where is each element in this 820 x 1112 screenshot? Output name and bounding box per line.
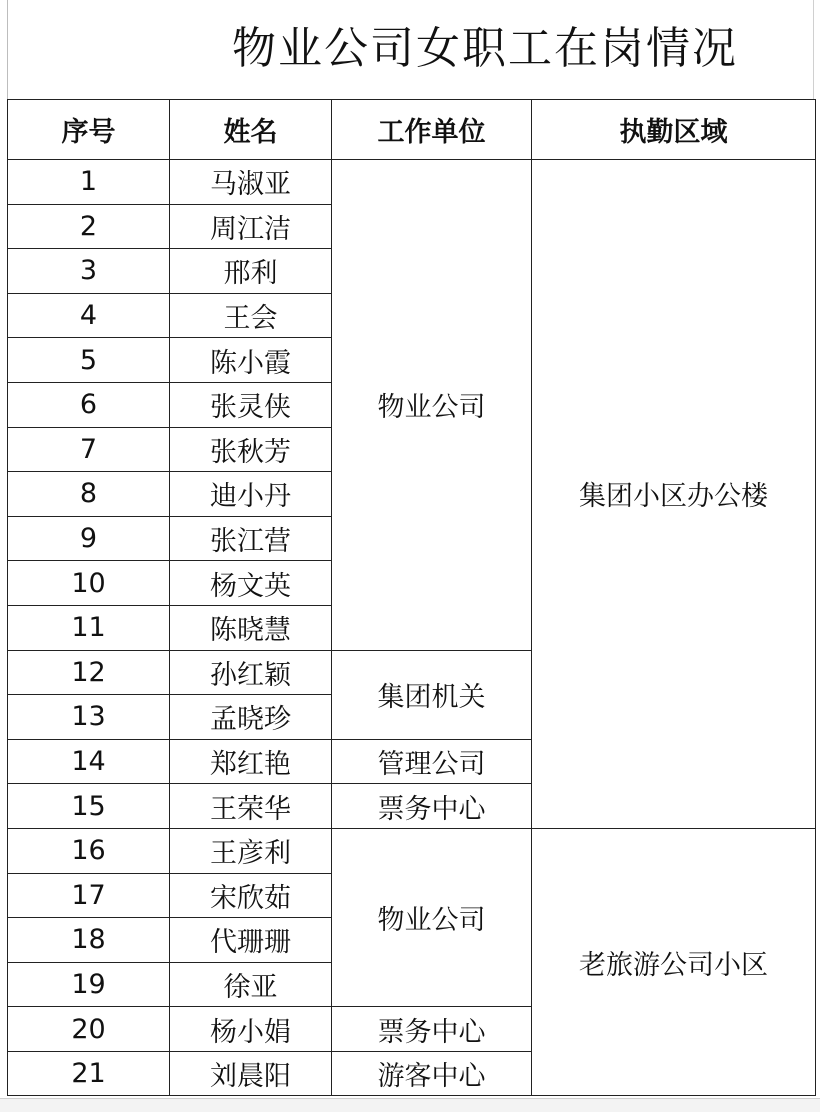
cell-unit: 物业公司 — [332, 828, 532, 1006]
cell-no: 13 — [8, 695, 170, 740]
cell-no: 16 — [8, 828, 170, 873]
cell-no: 12 — [8, 650, 170, 695]
table-row — [8, 160, 816, 205]
cell-no: 2 — [8, 204, 170, 249]
cell-name: 周江洁 — [170, 204, 332, 249]
bottom-strip — [0, 1098, 820, 1112]
cell-area: 老旅游公司小区 — [532, 828, 816, 1096]
cell-no: 15 — [8, 784, 170, 829]
cell-name: 孟晓珍 — [170, 695, 332, 740]
cell-area: 集团小区办公楼 — [532, 160, 816, 829]
cell-name: 张灵侠 — [170, 382, 332, 427]
cell-name: 马淑亚 — [170, 160, 332, 205]
cell-no: 9 — [8, 516, 170, 561]
cell-no: 20 — [8, 1007, 170, 1052]
cell-no: 1 — [8, 160, 170, 205]
cell-name: 宋欣茹 — [170, 873, 332, 918]
cell-no: 10 — [8, 561, 170, 606]
cell-no: 19 — [8, 962, 170, 1007]
cell-name: 陈小霞 — [170, 338, 332, 383]
cell-name: 陈晓慧 — [170, 605, 332, 650]
cell-no: 21 — [8, 1051, 170, 1096]
cell-name: 徐亚 — [170, 962, 332, 1007]
cell-unit: 管理公司 — [332, 739, 532, 784]
cell-name: 刘晨阳 — [170, 1051, 332, 1096]
cell-no: 5 — [8, 338, 170, 383]
cell-unit: 集团机关 — [332, 650, 532, 739]
table-header-row — [8, 100, 816, 160]
cell-unit: 游客中心 — [332, 1051, 532, 1096]
cell-name: 邢利 — [170, 249, 332, 294]
cell-name: 迪小丹 — [170, 472, 332, 517]
cell-no: 14 — [8, 739, 170, 784]
cell-no: 11 — [8, 605, 170, 650]
cell-no: 8 — [8, 472, 170, 517]
cell-no: 17 — [8, 873, 170, 918]
cell-name: 张江营 — [170, 516, 332, 561]
cell-name: 杨文英 — [170, 561, 332, 606]
header-area: 执勤区域 — [532, 100, 816, 160]
cell-name: 代珊珊 — [170, 918, 332, 963]
cell-name: 孙红颖 — [170, 650, 332, 695]
cell-name: 王会 — [170, 293, 332, 338]
cell-unit: 票务中心 — [332, 1007, 532, 1052]
cell-name: 郑红艳 — [170, 739, 332, 784]
header-no: 序号 — [8, 100, 170, 160]
cell-name: 杨小娟 — [170, 1007, 332, 1052]
cell-name: 王彦利 — [170, 828, 332, 873]
cell-no: 6 — [8, 382, 170, 427]
header-name: 姓名 — [170, 100, 332, 160]
staff-table — [7, 99, 816, 1096]
cell-unit: 物业公司 — [332, 160, 532, 651]
header-unit: 工作单位 — [332, 100, 532, 160]
cell-name: 张秋芳 — [170, 427, 332, 472]
cell-no: 4 — [8, 293, 170, 338]
cell-no: 18 — [8, 918, 170, 963]
cell-no: 7 — [8, 427, 170, 472]
page-title: 物业公司女职工在岗情况 — [232, 23, 738, 74]
table-row — [8, 828, 816, 873]
cell-unit: 票务中心 — [332, 784, 532, 829]
cell-name: 王荣华 — [170, 784, 332, 829]
table-body — [8, 160, 816, 1096]
cell-no: 3 — [8, 249, 170, 294]
